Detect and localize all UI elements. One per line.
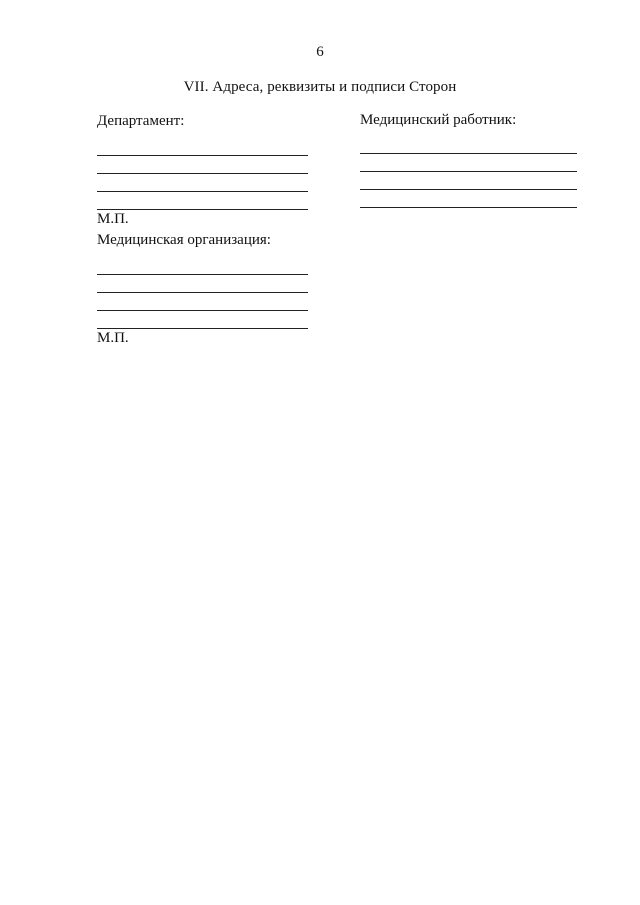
med-organization-block <box>97 231 308 346</box>
med-worker-title: Медицинский работник: <box>360 112 517 128</box>
med-organization-line-3 <box>97 293 308 311</box>
med-worker-line-4 <box>360 190 577 208</box>
department-stamp: М.П. <box>97 211 129 227</box>
med-worker-block <box>360 111 577 208</box>
med-organization-line-1 <box>97 257 308 275</box>
med-worker-line-2 <box>360 154 577 172</box>
med-worker-line-1 <box>360 136 577 154</box>
department-line-3 <box>97 174 308 192</box>
department-line-2 <box>97 156 308 174</box>
department-title: Департамент: <box>97 113 185 129</box>
page-number: 6 <box>316 44 324 60</box>
department-line-4 <box>97 192 308 210</box>
med-organization-line-2 <box>97 275 308 293</box>
med-organization-stamp: М.П. <box>97 330 129 346</box>
department-block <box>97 112 308 227</box>
med-organization-title: Медицинская организация: <box>97 232 271 248</box>
section-title: VII. Адреса, реквизиты и подписи Сторон <box>183 79 457 95</box>
department-line-1 <box>97 138 308 156</box>
med-organization-line-4 <box>97 311 308 329</box>
med-worker-line-3 <box>360 172 577 190</box>
